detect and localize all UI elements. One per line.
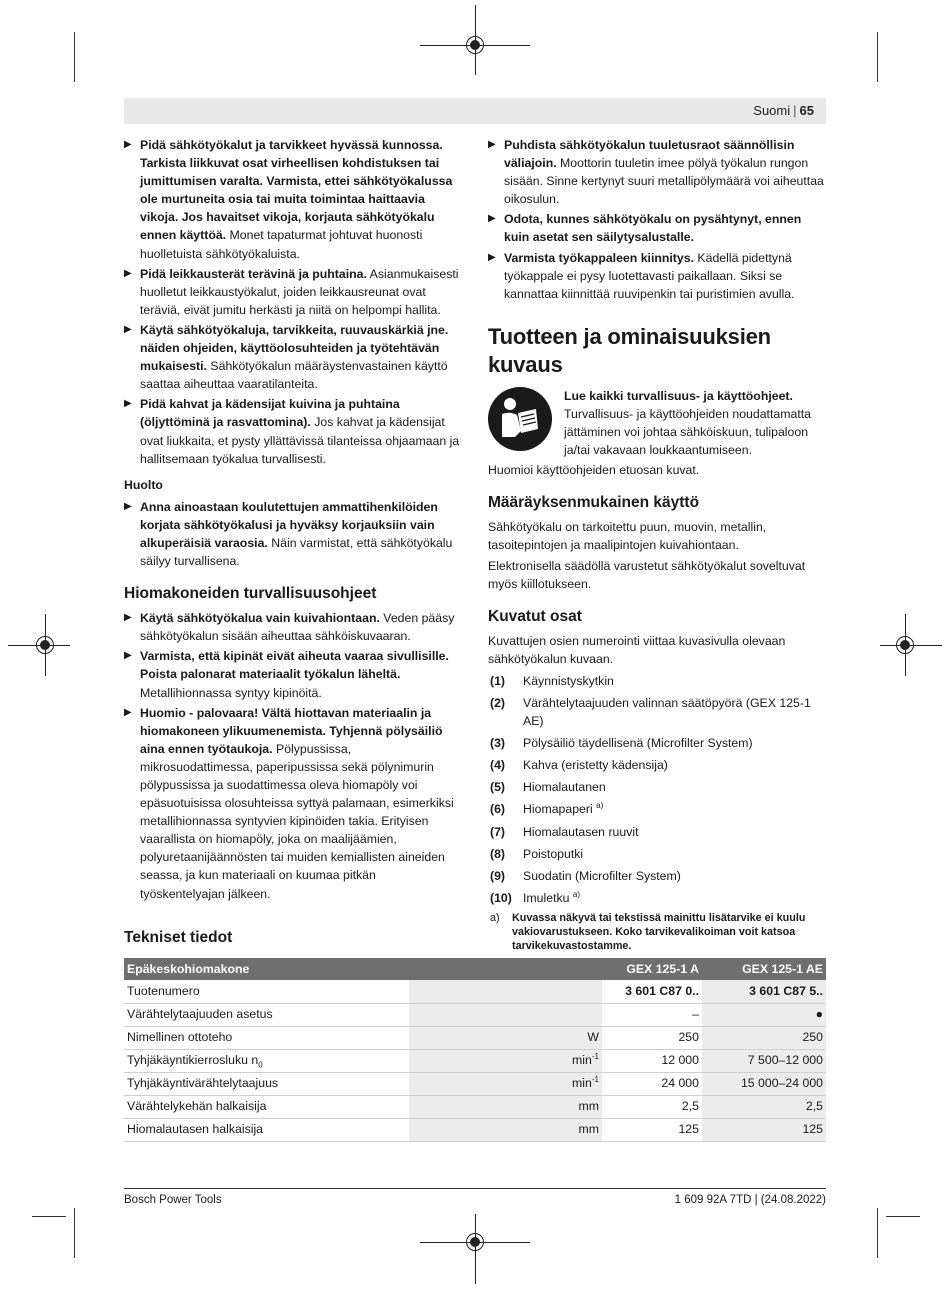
- spec-unit-superscript: -1: [591, 1052, 599, 1062]
- part-label-text: Imuletku: [523, 890, 570, 905]
- spec-value-a: 250: [602, 1026, 702, 1049]
- bullet-arrow-icon: ▶: [124, 267, 132, 279]
- footnote-text: Kuvassa näkyvä tai tekstissä mainittu lisätarvike ei kuulu vakiovarustukseen. Koko tarvikevalikoiman voit katsoa tarvikekuvastostamme.: [512, 911, 806, 952]
- spec-label: [124, 1072, 409, 1095]
- bullet-arrow-icon: ▶: [124, 650, 132, 662]
- spec-unit: [409, 1026, 602, 1049]
- part-number: (9): [490, 868, 506, 883]
- spec-value-a: 12 000: [602, 1049, 702, 1072]
- spec-label: [124, 1049, 409, 1072]
- manual-warning-bold: Lue kaikki turvallisuus- ja käyttöohjeet.: [564, 388, 793, 403]
- table-header-cell: [409, 958, 602, 980]
- manual-warning-text: [564, 387, 826, 459]
- bullet-bold-text: Pidä leikkausterät terävinä ja puhtaina.: [140, 266, 367, 281]
- bullet-bold-text: Pidä kahvat ja kädensijat kuivina ja puhtaina (öljyttöminä ja rasvattomina).: [140, 397, 400, 430]
- part-item: [488, 889, 826, 907]
- spec-value-ae: 15 000–24 000: [702, 1072, 826, 1095]
- bullet-item: [124, 704, 461, 903]
- registration-mark-icon: [36, 636, 54, 654]
- crop-mark: [74, 32, 75, 82]
- part-footnote-ref: a): [572, 889, 581, 899]
- bullet-body-text: Jos kahvat ja kädensijat ovat liukkaita, et pysty yllättävissä tilanteissa ohjaamaan ja hallitsemaan työkalua turvallisesti.: [140, 415, 460, 466]
- spec-unit-text: min: [572, 1053, 592, 1068]
- spec-value-ae: 3 601 C87 5..: [702, 980, 826, 1003]
- table-header-cell: GEX 125-1 A: [602, 958, 702, 980]
- spec-label-text: Tyhjäkäyntivärähtelytaajuus: [127, 1076, 279, 1091]
- part-label: [523, 889, 580, 907]
- part-label-text: Hiomalautasen ruuvit: [523, 824, 639, 839]
- footer-rule: [124, 1188, 826, 1189]
- bullet-item: [124, 609, 461, 645]
- table-row: [124, 1072, 826, 1095]
- spec-unit: [409, 1049, 602, 1072]
- part-number: (3): [490, 736, 506, 751]
- part-number: (6): [490, 802, 506, 817]
- table-row: [124, 1118, 826, 1141]
- bullet-arrow-icon: ▶: [488, 139, 496, 150]
- footer-doc-id: 1 609 92A 7TD | (24.08.2022): [674, 1194, 826, 1206]
- header-bar: [124, 98, 826, 124]
- bullet-bold-text: Odota, kunnes sähkötyökalu on pysähtynyt, ennen kuin asetat sen säilytysalustalle.: [504, 212, 802, 245]
- bullet-body-text: Veden pääsy sähkötyökalun sisään aiheuttaa sähköiskuvaaran.: [140, 611, 455, 644]
- spec-label: [124, 1026, 409, 1049]
- spec-unit: [409, 980, 602, 1003]
- spec-label: [124, 1095, 409, 1118]
- table-header-row: [124, 958, 826, 980]
- spec-value-a: –: [602, 1003, 702, 1026]
- part-label-text: Käynnistyskytkin: [523, 673, 614, 688]
- part-item: [488, 778, 826, 796]
- spec-value-a: 24 000: [602, 1072, 702, 1095]
- manual-note: Huomioi käyttöohjeiden etuosan kuvat.: [488, 463, 700, 478]
- bullet-item: [124, 265, 461, 319]
- table-row: [124, 1049, 826, 1072]
- bullet-list: [124, 136, 461, 468]
- spec-value-ae: 125: [702, 1118, 826, 1141]
- bullet-item: [488, 210, 826, 246]
- part-label: [523, 845, 583, 863]
- part-label: [523, 694, 826, 730]
- registration-mark-icon: [466, 36, 484, 54]
- footnote: [488, 911, 826, 953]
- crop-mark: [74, 1208, 75, 1258]
- bullet-arrow-icon: ▶: [488, 213, 496, 225]
- part-number: (8): [490, 846, 506, 861]
- spec-label-text: Hiomalautasen halkaisija: [127, 1122, 264, 1137]
- parts-list: [488, 672, 826, 907]
- part-label: [523, 867, 681, 885]
- bullet-item: [124, 647, 461, 701]
- spec-unit: [409, 1072, 602, 1095]
- spec-label-text: Tyhjäkäyntikierrosluku n: [127, 1053, 259, 1068]
- spec-unit-text: mm: [578, 1099, 599, 1114]
- bullet-body-text: Pölypussissa, mikrosuodattimessa, paperipussissa sekä pölynimurin pölypussissa ja suodattimessa oleva hiomapöly voi epäsuotuisissa olosuhteissa syttyä palamaan, esimerkiksi metallihionnassa syntyvien kipinöiden takia. Erityisen vaarallista on hiomapöly, joka on maalijäämien, polyuretaanijäännösten tai muiden kemiallisten aineiden seassa, ja kun materiaali on kuumaa pitkän työskentelyajan jälkeen.: [140, 741, 454, 901]
- bullet-bold-text: Käytä sähkötyökaluja, tarvikkeita, ruuvauskärkiä jne. näiden ohjeiden, käyttöolosuhteiden ja työtehtävän mukaisesti.: [140, 322, 449, 374]
- bullet-body-text: Näin varmistat, että sähkötyökalu säilyy turvallisena.: [140, 535, 453, 569]
- table-header-cell: Epäkeskohiomakone: [124, 958, 409, 980]
- spec-value-ae: 250: [702, 1026, 826, 1049]
- bullet-item: [488, 249, 826, 303]
- right-column: [488, 136, 826, 953]
- bullet-arrow-icon: ▶: [124, 398, 132, 410]
- part-footnote-ref: a): [596, 801, 604, 811]
- bullet-item: [124, 136, 461, 263]
- bullet-item: [124, 498, 461, 570]
- spec-unit-text: min: [572, 1076, 592, 1091]
- left-column: [124, 136, 461, 905]
- manual-warning-body: Turvallisuus- ja käyttöohjeiden noudattamatta jättäminen voi johtaa sähköiskuun, tulipaloon ja/tai vakavaan loukkaantumiseen.: [564, 406, 811, 458]
- part-label: [523, 672, 614, 690]
- part-label: [523, 800, 603, 818]
- bullet-arrow-icon: ▶: [124, 323, 132, 335]
- bullet-item: [124, 321, 461, 393]
- spec-label-text: Tuotenumero: [127, 984, 200, 999]
- crop-mark: [877, 1208, 878, 1258]
- page-header: Suomi | 65: [753, 103, 814, 118]
- bullet-arrow-icon: ▶: [488, 251, 496, 263]
- spec-unit: [409, 1003, 602, 1026]
- spec-label: [124, 1003, 409, 1026]
- spec-unit: [409, 1095, 602, 1118]
- part-item: [488, 672, 826, 690]
- spec-unit-superscript: -1: [591, 1075, 599, 1085]
- part-number: (5): [490, 780, 506, 795]
- crop-mark: [32, 1216, 66, 1217]
- part-item: [488, 867, 826, 885]
- spec-label-text: Värähtelykehän halkaisija: [127, 1099, 267, 1114]
- table-row: [124, 1026, 826, 1049]
- spec-value-ae: ●: [702, 1003, 826, 1026]
- bullet-arrow-icon: ▶: [124, 612, 132, 624]
- product-description-title: Tuotteen ja ominaisuuksien kuvaus: [488, 323, 771, 377]
- part-label-text: Värähtelytaajuuden valinnan säätöpyörä (GEX 125-1 AE): [523, 695, 811, 729]
- bullet-arrow-icon: ▶: [124, 500, 132, 512]
- part-label: [523, 823, 639, 841]
- spec-label: [124, 1118, 409, 1141]
- bullet-bold-text: Huomio - palovaara! Vältä hiottavan materiaalin ja hiomakoneen ylikuumenemista. Tyhjennä pölysäiliö aina ennen työtaukoja.: [140, 705, 443, 756]
- table-row: [124, 1003, 826, 1026]
- bullet-bold-text: Puhdista sähkötyökalun tuuletusraot säännöllisin väliajoin.: [504, 138, 795, 171]
- bullet-list: [124, 498, 461, 570]
- bullet-arrow-icon: ▶: [124, 706, 132, 718]
- table-row: [124, 980, 826, 1003]
- bullet-list: [124, 609, 461, 903]
- intended-use-paragraph: Sähkötyökalu on tarkoitettu puun, muovin, metallin, tasoitepintojen ja maalipintojen kuivahiontaan.: [488, 520, 767, 553]
- bullet-item: [124, 395, 461, 467]
- table-header-cell: GEX 125-1 AE: [702, 958, 826, 980]
- footer-brand: Bosch Power Tools: [124, 1194, 222, 1206]
- intended-use-title: Määräyksenmukainen käyttö: [488, 494, 700, 512]
- part-number: (10): [490, 890, 512, 905]
- header-language: Suomi: [753, 103, 791, 118]
- spec-value-ae: 7 500–12 000: [702, 1049, 826, 1072]
- technical-data-table: [124, 958, 826, 1142]
- bullet-body-text: Asianmukaisesti huolletut leikkaustyökalut, joiden leikkausreunat ovat teräviä, eivät jumitu herkästi ja niitä on helpompi hallita.: [140, 266, 459, 317]
- parts-intro: Kuvattujen osien numerointi viittaa kuvasivulla olevaan sähkötyökalun kuvaan.: [488, 633, 786, 666]
- section-heading-huolto: Huolto: [124, 477, 163, 492]
- part-label: [523, 734, 753, 752]
- spec-label-subscript: 0: [258, 1060, 263, 1070]
- table-row: [124, 1095, 826, 1118]
- part-label-text: Pölysäiliö täydellisenä (Microfilter System): [523, 736, 753, 751]
- section-heading-safety: Hiomakoneiden turvallisuusohjeet: [124, 585, 377, 603]
- part-label-text: Hiomalautanen: [523, 780, 606, 795]
- crop-mark: [886, 1216, 920, 1217]
- spec-unit-text: W: [587, 1030, 599, 1045]
- part-number: (4): [490, 758, 506, 773]
- spec-value-a: 2,5: [602, 1095, 702, 1118]
- part-label: [523, 756, 668, 774]
- spec-unit: [409, 1118, 602, 1141]
- bullet-body-text: Kädellä pidettynä työkappale ei pysy luotettavasti paikallaan. Siksi se kannattaa kiinnittää ruuvipenkin tai puristimien avulla.: [504, 250, 795, 301]
- crop-mark: [877, 32, 878, 82]
- part-label-text: Suodatin (Microfilter System): [523, 868, 681, 883]
- bullet-arrow-icon: ▶: [124, 139, 132, 150]
- spec-value-a: 125: [602, 1118, 702, 1141]
- part-item: [488, 845, 826, 863]
- part-number: (7): [490, 824, 506, 839]
- bullet-item: [488, 136, 826, 208]
- part-item: [488, 800, 826, 818]
- registration-mark-icon: [466, 1233, 484, 1251]
- part-item: [488, 823, 826, 841]
- footnote-key: a): [490, 911, 500, 924]
- table-body: [124, 980, 826, 1141]
- part-item: [488, 694, 826, 730]
- bullet-bold-text: Anna ainoastaan koulutettujen ammattihenkilöiden korjata sähkötyökalusi ja hyväksy korjauksiin vain alkuperäisiä varaosia.: [140, 499, 438, 550]
- spec-value-ae: 2,5: [702, 1095, 826, 1118]
- intended-use-paragraph: Elektronisella säädöllä varustetut sähkötyökalut soveltuvat myös kiillotukseen.: [488, 558, 806, 591]
- spec-unit-text: mm: [578, 1122, 599, 1137]
- bullet-body-text: Metallihionnassa syntyy kipinöitä.: [140, 685, 322, 700]
- bullet-body-text: Moottorin tuuletin imee pölyä työkalun rungon sisään. Sinne kertynyt suuri metallipölymäärä voi aiheuttaa oikosulun.: [504, 156, 824, 207]
- spec-label-text: Nimellinen ottoteho: [127, 1030, 233, 1045]
- bullet-list: [488, 136, 826, 303]
- page-number: 65: [799, 103, 814, 118]
- spec-value-a: 3 601 C87 0..: [602, 980, 702, 1003]
- bullet-body-text: Monet tapaturmat johtuvat huonosti huolletuista sähkötyökaluista.: [140, 228, 423, 261]
- spec-label-text: Värähtelytaajuuden asetus: [127, 1007, 273, 1022]
- part-number: (1): [490, 673, 506, 688]
- part-item: [488, 756, 826, 774]
- part-item: [488, 734, 826, 752]
- bullet-body-text: Sähkötyökalun määräystenvastainen käyttö saattaa aiheuttaa vaaratilanteita.: [140, 359, 448, 392]
- technical-data-title: Tekniset tiedot: [124, 929, 233, 946]
- read-manual-block: [488, 387, 826, 459]
- read-manual-icon: [488, 387, 552, 451]
- spec-label: [124, 980, 409, 1003]
- part-label-text: Kahva (eristetty kädensija): [523, 758, 668, 773]
- part-label-text: Hiomapaperi: [523, 802, 593, 817]
- part-number: (2): [490, 695, 506, 710]
- bullet-bold-text: Käytä sähkötyökalua vain kuivahiontaan.: [140, 611, 380, 626]
- bullet-bold-text: Pidä sähkötyökalut ja tarvikkeet hyvässä kunnossa. Tarkista liikkuvat osat virheellisen kohdistuksen tai jumittumisen varalta. Varmista, ettei sähkötyökalussa ole murtuneita osia tai muita toimintaa haittaavia vikoja. Jos havaitset vikoja, korjauta sähkötyökalu ennen käyttöä.: [140, 138, 453, 243]
- registration-mark-icon: [896, 636, 914, 654]
- part-label-text: Poistoputki: [523, 846, 584, 861]
- bullet-bold-text: Varmista työkappaleen kiinnitys.: [504, 250, 694, 265]
- parts-title: Kuvatut osat: [488, 607, 582, 625]
- bullet-bold-text: Varmista, että kipinät eivät aiheuta vaaraa sivullisille. Poista palonarat materiaalit työkalun läheltä.: [140, 649, 449, 682]
- part-label: [523, 778, 606, 796]
